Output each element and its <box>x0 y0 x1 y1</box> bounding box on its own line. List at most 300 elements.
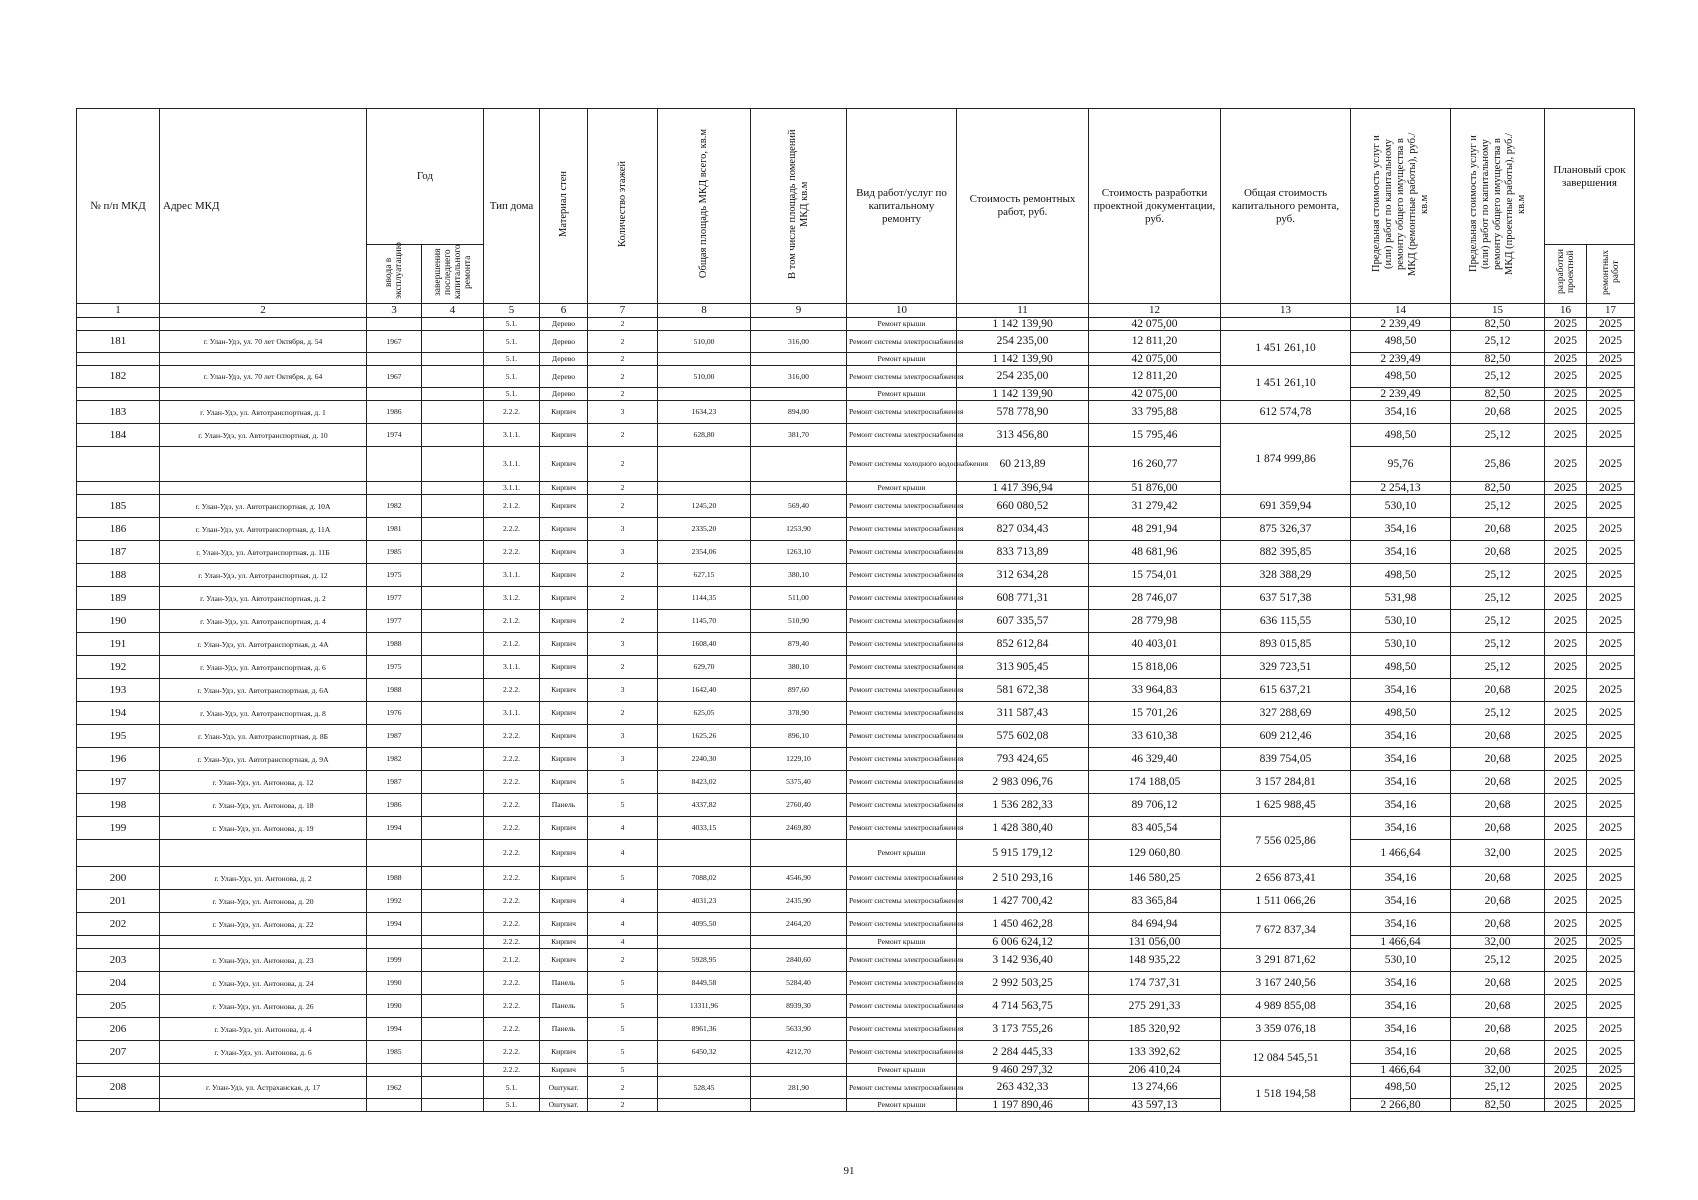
col-header-premises-area: В том числе площадь помещений МКД кв.м <box>751 109 847 304</box>
limit-design-cell: 82,50 <box>1451 318 1545 331</box>
works-deadline-cell: 2025 <box>1587 495 1635 518</box>
floors-cell: 5 <box>588 1018 658 1041</box>
house-type-cell: 3.1.1. <box>484 447 540 482</box>
premises-area-cell: 510,90 <box>751 610 847 633</box>
address-cell: г. Улан-Удэ, ул. Автотранспортная, д. 10А <box>160 495 367 518</box>
repair-cost-cell: 833 713,89 <box>957 541 1089 564</box>
limit-repair-cell: 354,16 <box>1351 748 1451 771</box>
repair-cost-cell: 608 771,31 <box>957 587 1089 610</box>
mkd-number-cell: 181 <box>77 331 160 353</box>
house-type-cell: 2.2.2. <box>484 1018 540 1041</box>
repair-cost-cell: 2 992 503,25 <box>957 972 1089 995</box>
limit-repair-cell: 498,50 <box>1351 564 1451 587</box>
wall-material-cell: Кирпич <box>540 949 588 972</box>
works-deadline-cell: 2025 <box>1587 587 1635 610</box>
works-deadline-cell: 2025 <box>1587 702 1635 725</box>
last-repair-year-cell <box>422 388 484 401</box>
address-cell: г. Улан-Удэ, ул. Антонова, д. 22 <box>160 913 367 936</box>
commission-year-cell: 1975 <box>367 564 422 587</box>
repair-cost-cell: 1 428 380,40 <box>957 817 1089 840</box>
table-header <box>77 109 1635 318</box>
floors-cell: 2 <box>588 656 658 679</box>
premises-area-cell: 1253,90 <box>751 518 847 541</box>
work-type-cell: Ремонт системы электроснабжения <box>847 518 957 541</box>
mkd-number-cell: 193 <box>77 679 160 702</box>
total-cost-cell: 328 388,29 <box>1221 564 1351 587</box>
mkd-number-cell: 184 <box>77 424 160 447</box>
limit-repair-cell: 354,16 <box>1351 890 1451 913</box>
mkd-number-cell: 189 <box>77 587 160 610</box>
mkd-number-cell: 192 <box>77 656 160 679</box>
total-cost-cell: 7 556 025,86 <box>1221 817 1351 867</box>
limit-repair-cell: 498,50 <box>1351 331 1451 353</box>
design-cost-cell: 40 403,01 <box>1089 633 1221 656</box>
work-type-cell: Ремонт системы электроснабжения <box>847 564 957 587</box>
design-cost-cell: 84 694,94 <box>1089 913 1221 936</box>
column-number: 4 <box>422 304 484 318</box>
wall-material-cell: Кирпич <box>540 771 588 794</box>
work-type-cell: Ремонт системы электроснабжения <box>847 702 957 725</box>
mkd-number-cell: 188 <box>77 564 160 587</box>
limit-repair-cell: 1 466,64 <box>1351 936 1451 949</box>
limit-design-cell: 25,12 <box>1451 366 1545 388</box>
work-type-cell: Ремонт системы электроснабжения <box>847 817 957 840</box>
design-deadline-cell: 2025 <box>1545 1041 1587 1064</box>
design-deadline-cell: 2025 <box>1545 331 1587 353</box>
wall-material-cell: Панель <box>540 972 588 995</box>
commission-year-cell: 1981 <box>367 518 422 541</box>
works-deadline-cell: 2025 <box>1587 1018 1635 1041</box>
last-repair-year-cell <box>422 1099 484 1112</box>
col-header-design-cost: Стоимость разработки проектной документации, руб. <box>1089 109 1221 304</box>
premises-area-cell: 5375,40 <box>751 771 847 794</box>
total-cost-cell: 1 451 261,10 <box>1221 331 1351 366</box>
address-cell: г. Улан-Удэ, ул. Антонова, д. 24 <box>160 972 367 995</box>
premises-area-cell: 1229,10 <box>751 748 847 771</box>
floors-cell: 3 <box>588 541 658 564</box>
table-row <box>77 610 1635 633</box>
wall-material-cell: Кирпич <box>540 541 588 564</box>
limit-design-cell: 25,12 <box>1451 424 1545 447</box>
table-row <box>77 482 1635 495</box>
limit-repair-cell: 530,10 <box>1351 610 1451 633</box>
mkd-number-cell <box>77 1099 160 1112</box>
floors-cell: 3 <box>588 518 658 541</box>
table-row <box>77 867 1635 890</box>
design-deadline-cell: 2025 <box>1545 633 1587 656</box>
mkd-number-cell <box>77 318 160 331</box>
work-type-cell: Ремонт крыши <box>847 318 957 331</box>
work-type-cell: Ремонт системы электроснабжения <box>847 587 957 610</box>
limit-design-cell: 20,68 <box>1451 771 1545 794</box>
floors-cell: 4 <box>588 936 658 949</box>
design-deadline-cell: 2025 <box>1545 424 1587 447</box>
col-header-design-deadline: разработки проектной <box>1545 245 1587 304</box>
repair-cost-cell: 60 213,89 <box>957 447 1089 482</box>
last-repair-year-cell <box>422 794 484 817</box>
design-cost-cell: 33 610,38 <box>1089 725 1221 748</box>
total-cost-cell: 7 672 837,34 <box>1221 913 1351 949</box>
premises-area-cell: 2469,80 <box>751 817 847 840</box>
wall-material-cell: Панель <box>540 794 588 817</box>
mkd-number-cell: 197 <box>77 771 160 794</box>
premises-area-cell <box>751 447 847 482</box>
repair-cost-cell: 263 432,33 <box>957 1077 1089 1099</box>
design-cost-cell: 16 260,77 <box>1089 447 1221 482</box>
address-cell: г. Улан-Удэ, ул. Антонова, д. 19 <box>160 817 367 840</box>
wall-material-cell: Кирпич <box>540 587 588 610</box>
design-cost-cell: 146 580,25 <box>1089 867 1221 890</box>
design-cost-cell: 42 075,00 <box>1089 318 1221 331</box>
floors-cell: 3 <box>588 401 658 424</box>
last-repair-year-cell <box>422 913 484 936</box>
floors-cell: 2 <box>588 702 658 725</box>
mkd-number-cell: 198 <box>77 794 160 817</box>
repair-cost-cell: 660 080,52 <box>957 495 1089 518</box>
premises-area-cell: 378,90 <box>751 702 847 725</box>
mkd-number-cell <box>77 447 160 482</box>
total-cost-cell: 839 754,05 <box>1221 748 1351 771</box>
works-deadline-cell: 2025 <box>1587 972 1635 995</box>
column-number: 5 <box>484 304 540 318</box>
limit-design-cell: 20,68 <box>1451 725 1545 748</box>
total-area-cell: 8961,36 <box>658 1018 751 1041</box>
floors-cell: 4 <box>588 890 658 913</box>
table-row <box>77 447 1635 482</box>
total-cost-cell: 691 359,94 <box>1221 495 1351 518</box>
repair-cost-cell: 254 235,00 <box>957 331 1089 353</box>
premises-area-cell: 316,00 <box>751 331 847 353</box>
work-type-cell: Ремонт системы электроснабжения <box>847 1041 957 1064</box>
wall-material-cell: Кирпич <box>540 725 588 748</box>
last-repair-year-cell <box>422 679 484 702</box>
house-type-cell: 2.1.2. <box>484 633 540 656</box>
limit-design-cell: 20,68 <box>1451 913 1545 936</box>
total-cost-cell: 1 874 999,86 <box>1221 424 1351 495</box>
design-deadline-cell: 2025 <box>1545 495 1587 518</box>
house-type-cell: 3.1.1. <box>484 702 540 725</box>
total-cost-cell: 1 518 194,58 <box>1221 1077 1351 1112</box>
total-cost-cell: 1 625 988,45 <box>1221 794 1351 817</box>
works-deadline-cell: 2025 <box>1587 318 1635 331</box>
mkd-number-cell: 191 <box>77 633 160 656</box>
mkd-number-cell <box>77 388 160 401</box>
design-cost-cell: 48 681,96 <box>1089 541 1221 564</box>
limit-design-cell: 20,68 <box>1451 541 1545 564</box>
total-area-cell: 7088,02 <box>658 867 751 890</box>
address-cell: г. Улан-Удэ, ул. Автотранспортная, д. 4 <box>160 610 367 633</box>
last-repair-year-cell <box>422 541 484 564</box>
col-header-house-type: Тип дома <box>484 109 540 304</box>
commission-year-cell: 1994 <box>367 913 422 936</box>
table-row <box>77 318 1635 331</box>
work-type-cell: Ремонт системы электроснабжения <box>847 1018 957 1041</box>
limit-design-cell: 20,68 <box>1451 817 1545 840</box>
limit-design-cell: 20,68 <box>1451 972 1545 995</box>
last-repair-year-cell <box>422 366 484 388</box>
design-deadline-cell: 2025 <box>1545 972 1587 995</box>
work-type-cell: Ремонт системы электроснабжения <box>847 633 957 656</box>
house-type-cell: 3.1.1. <box>484 564 540 587</box>
limit-repair-cell: 1 466,64 <box>1351 1064 1451 1077</box>
repair-cost-cell: 2 510 293,16 <box>957 867 1089 890</box>
limit-repair-cell: 498,50 <box>1351 702 1451 725</box>
floors-cell: 2 <box>588 388 658 401</box>
total-area-cell: 1625,26 <box>658 725 751 748</box>
column-number: 15 <box>1451 304 1545 318</box>
works-deadline-cell: 2025 <box>1587 1099 1635 1112</box>
repair-cost-cell: 1 142 139,90 <box>957 318 1089 331</box>
house-type-cell: 2.2.2. <box>484 401 540 424</box>
repair-cost-cell: 575 602,08 <box>957 725 1089 748</box>
design-cost-cell: 275 291,33 <box>1089 995 1221 1018</box>
column-number: 7 <box>588 304 658 318</box>
works-deadline-cell: 2025 <box>1587 1064 1635 1077</box>
premises-area-cell: 380,10 <box>751 564 847 587</box>
design-deadline-cell: 2025 <box>1545 388 1587 401</box>
repair-cost-cell: 578 778,90 <box>957 401 1089 424</box>
premises-area-cell: 281,90 <box>751 1077 847 1099</box>
total-cost-cell: 1 511 066,26 <box>1221 890 1351 913</box>
commission-year-cell: 1985 <box>367 541 422 564</box>
design-deadline-cell: 2025 <box>1545 482 1587 495</box>
floors-cell: 2 <box>588 587 658 610</box>
last-repair-year-cell <box>422 353 484 366</box>
address-cell <box>160 388 367 401</box>
total-area-cell <box>658 353 751 366</box>
work-type-cell: Ремонт системы электроснабжения <box>847 890 957 913</box>
house-type-cell: 2.2.2. <box>484 817 540 840</box>
floors-cell: 2 <box>588 564 658 587</box>
house-type-cell: 2.2.2. <box>484 725 540 748</box>
floors-cell: 3 <box>588 725 658 748</box>
total-cost-cell: 3 157 284,81 <box>1221 771 1351 794</box>
design-cost-cell: 15 795,46 <box>1089 424 1221 447</box>
table-row <box>77 794 1635 817</box>
house-type-cell: 2.2.2. <box>484 1041 540 1064</box>
column-number: 17 <box>1587 304 1635 318</box>
design-cost-cell: 28 779,98 <box>1089 610 1221 633</box>
floors-cell: 5 <box>588 771 658 794</box>
repair-cost-cell: 6 006 624,12 <box>957 936 1089 949</box>
commission-year-cell: 1967 <box>367 366 422 388</box>
design-cost-cell: 42 075,00 <box>1089 353 1221 366</box>
column-number: 13 <box>1221 304 1351 318</box>
works-deadline-cell: 2025 <box>1587 424 1635 447</box>
total-cost-cell: 3 291 871,62 <box>1221 949 1351 972</box>
premises-area-cell: 316,00 <box>751 366 847 388</box>
design-cost-cell: 89 706,12 <box>1089 794 1221 817</box>
design-deadline-cell: 2025 <box>1545 748 1587 771</box>
limit-repair-cell: 498,50 <box>1351 1077 1451 1099</box>
total-cost-cell: 2 656 873,41 <box>1221 867 1351 890</box>
column-number: 10 <box>847 304 957 318</box>
works-deadline-cell: 2025 <box>1587 633 1635 656</box>
limit-design-cell: 20,68 <box>1451 748 1545 771</box>
commission-year-cell: 1986 <box>367 794 422 817</box>
floors-cell: 3 <box>588 633 658 656</box>
house-type-cell: 2.2.2. <box>484 840 540 867</box>
column-number: 3 <box>367 304 422 318</box>
limit-repair-cell: 354,16 <box>1351 867 1451 890</box>
house-type-cell: 2.2.2. <box>484 936 540 949</box>
address-cell: г. Улан-Удэ, ул. Автотранспортная, д. 8Б <box>160 725 367 748</box>
table-row <box>77 656 1635 679</box>
house-type-cell: 2.2.2. <box>484 995 540 1018</box>
last-repair-year-cell <box>422 331 484 353</box>
last-repair-year-cell <box>422 424 484 447</box>
column-number-row <box>77 304 1635 318</box>
repair-cost-cell: 581 672,38 <box>957 679 1089 702</box>
premises-area-cell <box>751 353 847 366</box>
repair-cost-cell: 1 142 139,90 <box>957 388 1089 401</box>
limit-design-cell: 20,68 <box>1451 995 1545 1018</box>
repair-cost-cell: 1 197 890,46 <box>957 1099 1089 1112</box>
address-cell: г. Улан-Удэ, ул. Автотранспортная, д. 8 <box>160 702 367 725</box>
house-type-cell: 3.1.1. <box>484 482 540 495</box>
column-number: 12 <box>1089 304 1221 318</box>
total-area-cell: 1642,40 <box>658 679 751 702</box>
commission-year-cell: 1976 <box>367 702 422 725</box>
wall-material-cell: Кирпич <box>540 518 588 541</box>
limit-repair-cell: 354,16 <box>1351 541 1451 564</box>
limit-design-cell: 20,68 <box>1451 1041 1545 1064</box>
design-cost-cell: 129 060,80 <box>1089 840 1221 867</box>
work-type-cell: Ремонт системы электроснабжения <box>847 949 957 972</box>
works-deadline-cell: 2025 <box>1587 331 1635 353</box>
table-row <box>77 366 1635 388</box>
works-deadline-cell: 2025 <box>1587 564 1635 587</box>
total-cost-cell: 612 574,78 <box>1221 401 1351 424</box>
limit-repair-cell: 354,16 <box>1351 817 1451 840</box>
total-area-cell <box>658 318 751 331</box>
address-cell: г. Улан-Удэ, ул. Антонова, д. 12 <box>160 771 367 794</box>
mkd-number-cell: 205 <box>77 995 160 1018</box>
design-cost-cell: 131 056,00 <box>1089 936 1221 949</box>
column-number: 9 <box>751 304 847 318</box>
design-deadline-cell: 2025 <box>1545 353 1587 366</box>
design-deadline-cell: 2025 <box>1545 702 1587 725</box>
last-repair-year-cell <box>422 725 484 748</box>
total-area-cell: 627,15 <box>658 564 751 587</box>
total-cost-cell: 637 517,38 <box>1221 587 1351 610</box>
mkd-number-cell <box>77 353 160 366</box>
total-area-cell <box>658 388 751 401</box>
repair-cost-cell: 1 427 700,42 <box>957 890 1089 913</box>
total-area-cell <box>658 482 751 495</box>
design-deadline-cell: 2025 <box>1545 913 1587 936</box>
floors-cell: 2 <box>588 331 658 353</box>
table-row <box>77 972 1635 995</box>
design-cost-cell: 33 795,88 <box>1089 401 1221 424</box>
last-repair-year-cell <box>422 447 484 482</box>
design-deadline-cell: 2025 <box>1545 840 1587 867</box>
commission-year-cell: 1977 <box>367 610 422 633</box>
repair-cost-cell: 254 235,00 <box>957 366 1089 388</box>
floors-cell: 2 <box>588 949 658 972</box>
wall-material-cell: Кирпич <box>540 679 588 702</box>
work-type-cell: Ремонт системы электроснабжения <box>847 331 957 353</box>
design-cost-cell: 206 410,24 <box>1089 1064 1221 1077</box>
house-type-cell: 2.2.2. <box>484 913 540 936</box>
mkd-number-cell <box>77 482 160 495</box>
last-repair-year-cell <box>422 949 484 972</box>
wall-material-cell: Кирпич <box>540 495 588 518</box>
premises-area-cell: 897,60 <box>751 679 847 702</box>
works-deadline-cell: 2025 <box>1587 541 1635 564</box>
wall-material-cell: Кирпич <box>540 817 588 840</box>
mkd-number-cell <box>77 1064 160 1077</box>
last-repair-year-cell <box>422 587 484 610</box>
repair-cost-cell: 312 634,28 <box>957 564 1089 587</box>
design-deadline-cell: 2025 <box>1545 656 1587 679</box>
last-repair-year-cell <box>422 1077 484 1099</box>
total-cost-cell: 327 288,69 <box>1221 702 1351 725</box>
total-cost-cell: 875 326,37 <box>1221 518 1351 541</box>
house-type-cell: 2.1.2. <box>484 495 540 518</box>
house-type-cell: 2.1.2. <box>484 949 540 972</box>
last-repair-year-cell <box>422 702 484 725</box>
design-deadline-cell: 2025 <box>1545 1064 1587 1077</box>
wall-material-cell: Кирпич <box>540 610 588 633</box>
house-type-cell: 3.1.2. <box>484 587 540 610</box>
table-row <box>77 331 1635 353</box>
limit-repair-cell: 354,16 <box>1351 794 1451 817</box>
last-repair-year-cell <box>422 972 484 995</box>
work-type-cell: Ремонт системы электроснабжения <box>847 995 957 1018</box>
table-row <box>77 1041 1635 1064</box>
total-cost-cell: 3 359 076,18 <box>1221 1018 1351 1041</box>
address-cell: г. Улан-Удэ, ул. 70 лет Октября, д. 64 <box>160 366 367 388</box>
total-area-cell: 2354,06 <box>658 541 751 564</box>
floors-cell: 5 <box>588 794 658 817</box>
works-deadline-cell: 2025 <box>1587 610 1635 633</box>
total-area-cell <box>658 1064 751 1077</box>
total-area-cell: 8423,02 <box>658 771 751 794</box>
limit-repair-cell: 531,98 <box>1351 587 1451 610</box>
total-cost-cell <box>1221 318 1351 331</box>
address-cell: г. Улан-Удэ, ул. Антонова, д. 23 <box>160 949 367 972</box>
floors-cell: 2 <box>588 366 658 388</box>
total-area-cell: 628,80 <box>658 424 751 447</box>
last-repair-year-cell <box>422 890 484 913</box>
limit-design-cell: 25,12 <box>1451 949 1545 972</box>
mkd-number-cell: 199 <box>77 817 160 840</box>
design-cost-cell: 148 935,22 <box>1089 949 1221 972</box>
total-area-cell: 1608,40 <box>658 633 751 656</box>
house-type-cell: 5.1. <box>484 318 540 331</box>
mkd-number-cell: 202 <box>77 913 160 936</box>
address-cell <box>160 1064 367 1077</box>
total-area-cell <box>658 936 751 949</box>
works-deadline-cell: 2025 <box>1587 936 1635 949</box>
mkd-number-cell: 195 <box>77 725 160 748</box>
last-repair-year-cell <box>422 771 484 794</box>
limit-repair-cell: 354,16 <box>1351 1041 1451 1064</box>
mkd-number-cell: 196 <box>77 748 160 771</box>
floors-cell: 2 <box>588 1099 658 1112</box>
wall-material-cell: Кирпич <box>540 564 588 587</box>
wall-material-cell: Кирпич <box>540 1041 588 1064</box>
design-cost-cell: 13 274,66 <box>1089 1077 1221 1099</box>
commission-year-cell: 1962 <box>367 1077 422 1099</box>
wall-material-cell: Кирпич <box>540 936 588 949</box>
mkd-number-cell: 183 <box>77 401 160 424</box>
repair-cost-cell: 4 714 563,75 <box>957 995 1089 1018</box>
limit-repair-cell: 2 254,13 <box>1351 482 1451 495</box>
limit-design-cell: 20,68 <box>1451 1018 1545 1041</box>
table-row <box>77 748 1635 771</box>
